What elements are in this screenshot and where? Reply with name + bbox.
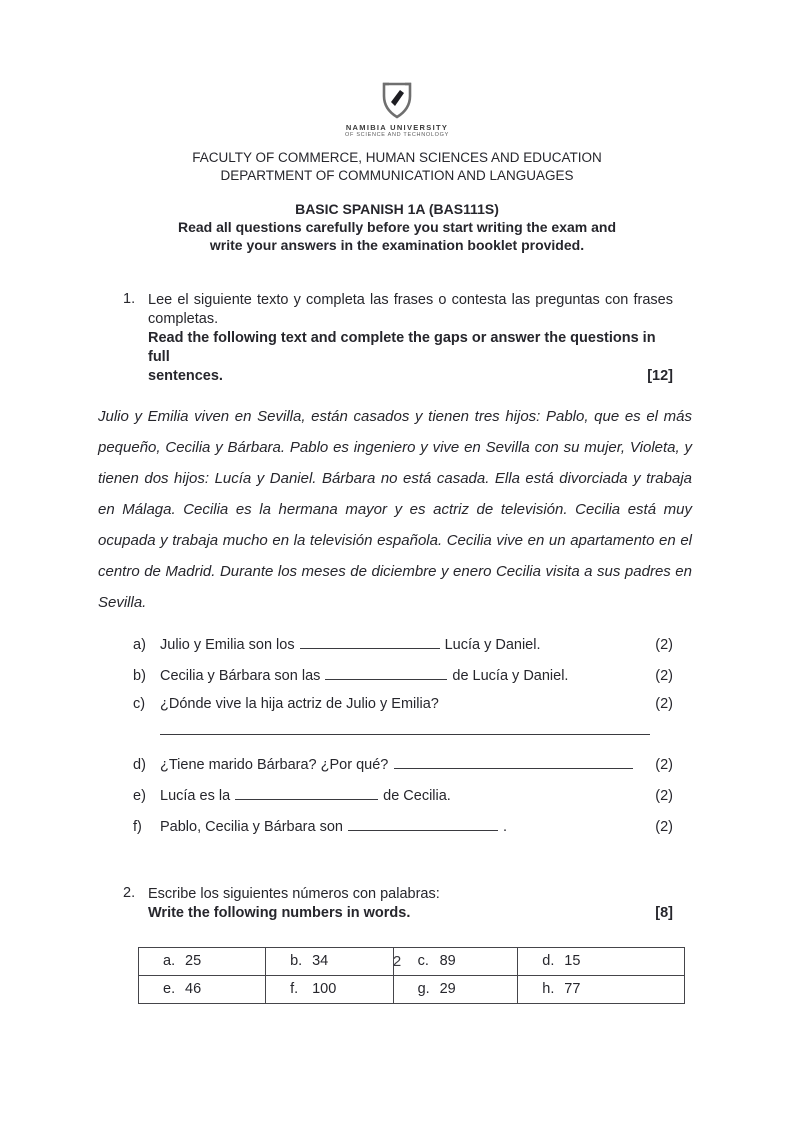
department-title: DEPARTMENT OF COMMUNICATION AND LANGUAGES (220, 168, 574, 183)
item-b-text: Cecilia y Bárbara son las (160, 667, 321, 684)
item-a-after: Lucía y Daniel. (444, 636, 541, 653)
question-item-a (133, 634, 673, 653)
question-1-items (123, 634, 673, 835)
number-cell-e (139, 975, 266, 1003)
item-e-answer-blank (235, 785, 378, 800)
question-1-total-marks: [12] (647, 368, 673, 384)
page-number: 2 (392, 953, 402, 970)
item-b-after: de Lucía y Daniel. (452, 667, 569, 684)
question-1-number: 1. (123, 291, 136, 307)
question-item-c (133, 696, 673, 712)
cell-b-label: b. (290, 953, 303, 970)
item-c-label: c) (133, 695, 146, 712)
logo-text-line2: OF SCIENCE AND TECHNOLOGY (345, 132, 449, 138)
item-a-text: Julio y Emilia son los (160, 636, 295, 653)
item-f-marks: (2) (655, 818, 673, 835)
numbers-table-row-2 (139, 975, 685, 1003)
question-2-number: 2. (123, 884, 136, 901)
item-d-answer-blank (394, 755, 633, 770)
cell-d-label: d. (542, 953, 555, 970)
item-a-marks: (2) (655, 636, 673, 653)
question-2 (123, 885, 673, 1004)
item-f-label: f) (133, 818, 142, 835)
cell-c-label: c. (417, 953, 429, 970)
question-1-prompt-en-line2: sentences. (148, 368, 223, 384)
item-e-label: e) (133, 788, 146, 805)
item-f-after: . (502, 818, 507, 835)
university-logo (0, 82, 794, 139)
cell-f-value: 100 (312, 981, 337, 998)
item-d-text: ¿Tiene marido Bárbara? ¿Por qué? (160, 757, 389, 774)
item-b-answer-blank (325, 665, 447, 680)
item-a-answer-blank (300, 634, 440, 649)
question-2-prompt-es: Escribe los siguientes números con palabras: (148, 885, 440, 902)
cell-h-value: 77 (564, 981, 581, 998)
cell-f-label: f. (290, 981, 299, 998)
question-1-prompt-en-line1: Read the following text and complete the gaps or answer the questions in full (148, 330, 656, 365)
question-item-e (133, 785, 673, 804)
item-b-label: b) (133, 667, 146, 684)
item-d-marks: (2) (655, 757, 673, 774)
cell-e-label: e. (163, 981, 176, 998)
number-cell-f (266, 975, 394, 1003)
question-2-prompt-en: Write the following numbers in words. (148, 904, 411, 921)
item-e-after: de Cecilia. (383, 788, 451, 805)
question-2-total-marks: [8] (655, 904, 673, 921)
question-1-prompt-es-line1: Lee el siguiente texto y completa las frases o contesta las preguntas con frases (148, 292, 673, 308)
number-cell-h (518, 975, 685, 1003)
cell-b-value: 34 (312, 953, 329, 970)
reading-passage: Julio y Emilia viven en Sevilla, están casados y tienen tres hijos: Pablo, que es el más pequeño, Cecilia y Bárbara. Pablo es ingeniero y vive en Sevilla con su mujer, Violeta, y tienen dos hijos: Lucía y Daniel. Bárbara no está casada. Ella está divorciada y trabaja en Málaga. Cecilia es la hermana mayor y es actriz de televisión. Cecilia está muy ocupada y trabaja mucho en la televisión española. Cecilia vive en un apartamento en el centro de Madrid. Durante los meses de diciembre y enero Cecilia visita a sus padres en Sevilla. (98, 408, 692, 611)
question-item-d (133, 755, 673, 774)
cell-c-value: 89 (439, 953, 456, 970)
question-item-f (133, 816, 673, 835)
cell-d-value: 15 (564, 953, 581, 970)
cell-g-value: 29 (439, 981, 456, 998)
item-c-answer-line (160, 734, 650, 735)
cell-a-value: 25 (185, 953, 202, 970)
cell-h-label: h. (542, 981, 555, 998)
cell-a-label: a. (163, 953, 176, 970)
exam-instruction-line1: Read all questions carefully before you start writing the exam and (178, 219, 616, 235)
item-c-text: ¿Dónde vive la hija actriz de Julio y Emilia? (160, 695, 439, 712)
item-a-label: a) (133, 636, 146, 653)
cell-g-label: g. (417, 981, 430, 998)
question-item-b (133, 665, 673, 684)
item-f-text: Pablo, Cecilia y Bárbara son (160, 818, 343, 835)
item-c-marks: (2) (655, 695, 673, 712)
item-f-answer-blank (348, 816, 498, 831)
university-shield-icon (377, 82, 417, 120)
item-e-marks: (2) (655, 788, 673, 805)
faculty-title: FACULTY OF COMMERCE, HUMAN SCIENCES AND EDUCATION (192, 150, 602, 165)
logo-text-line1: NAMIBIA UNIVERSITY (345, 123, 449, 132)
course-title: BASIC SPANISH 1A (BAS111S) (295, 201, 499, 217)
question-1 (98, 291, 692, 835)
item-e-text: Lucía es la (160, 788, 231, 805)
number-cell-g (393, 975, 518, 1003)
exam-instruction-line2: write your answers in the examination booklet provided. (209, 237, 585, 253)
item-d-label: d) (133, 757, 146, 774)
cell-e-value: 46 (185, 981, 202, 998)
item-b-marks: (2) (655, 667, 673, 684)
question-1-prompt-es-line2: completas. (148, 311, 219, 327)
document-header (0, 82, 794, 254)
